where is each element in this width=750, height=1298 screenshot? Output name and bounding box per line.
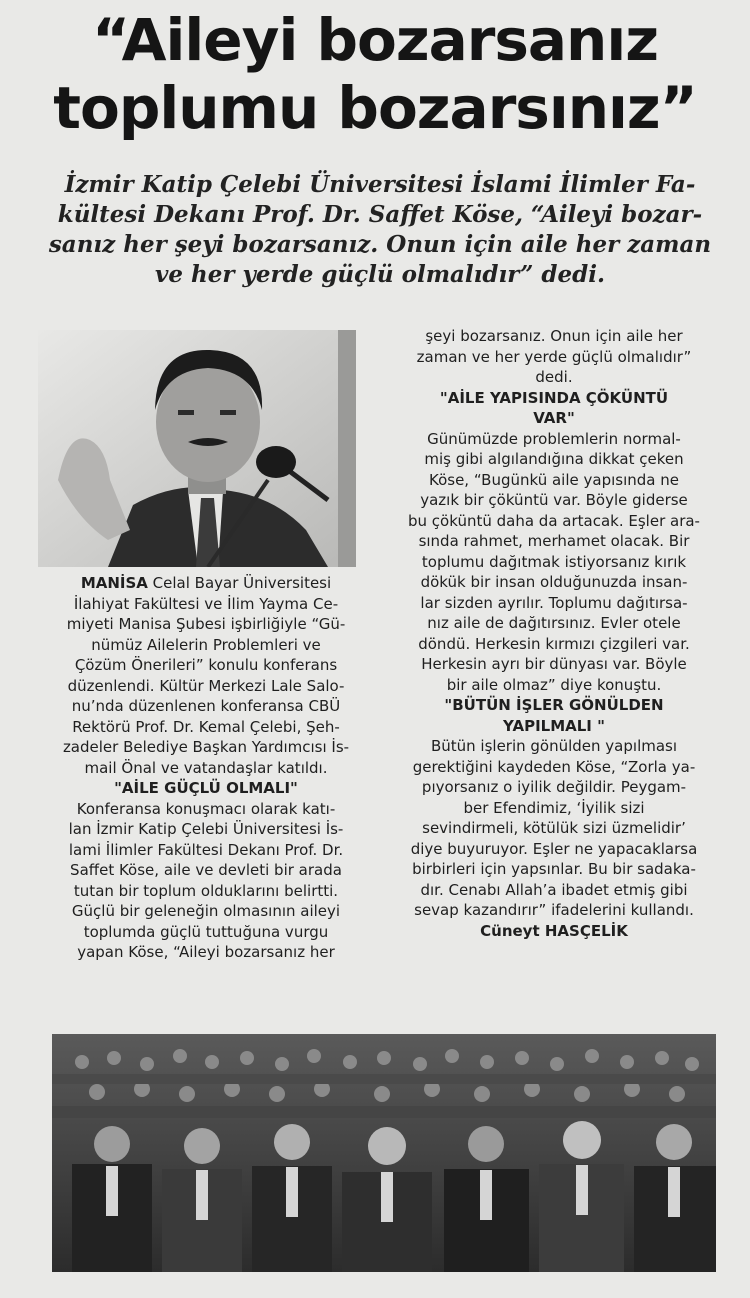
- body-line: düzenlendi. Kültür Merkezi Lale Salo-: [67, 676, 345, 695]
- headline-line-1: “Aileyi bozarsanız: [92, 6, 658, 74]
- subheading: "BÜTÜN İŞLER GÖNÜLDEN: [444, 696, 664, 714]
- body-line: Konferansa konuşmacı olarak katı-: [76, 799, 336, 818]
- deck-line: ve her yerde güçlü olmalıdır” dedi.: [155, 261, 605, 288]
- body-line: yapan Köse, “Aileyi bozarsanız her: [77, 943, 335, 961]
- body-line: lar sizden ayrılır. Toplumu dağıtırsa-: [420, 593, 688, 612]
- body-line: miyeti Manisa Şubesi işbirliğiyle “Gü-: [66, 615, 346, 633]
- body-line: birbirleri için yapsınlar. Bu bir sadaka-: [412, 860, 696, 878]
- body-line: gerektiğini kaydeden Köse, “Zorla ya-: [412, 757, 696, 776]
- deck-line: kültesi Dekanı Prof. Dr. Saffet Köse, “Aileyi bozar-: [57, 201, 703, 228]
- body-line: nu’nda düzenlenen konferansa CBÜ: [71, 697, 341, 715]
- body-line: ber Efendimiz, ‘İyilik sizi: [463, 798, 645, 817]
- body-line: Rektörü Prof. Dr. Kemal Çelebi, Şeh-: [72, 717, 340, 736]
- body-line: mail Önal ve vatandaşlar katıldı.: [84, 758, 328, 777]
- article-column-2: [380, 326, 728, 941]
- deck-line: sanız her şeyi bozarsanız. Onun için aile her zaman: [48, 231, 712, 258]
- body-line: şeyi bozarsanız. Onun için aile her: [425, 327, 683, 345]
- body-line: diye buyuruyor. Eşler ne yapacaklarsa: [410, 839, 698, 858]
- audience-photo: [52, 1034, 716, 1272]
- body-line: bu çöküntü daha da artacak. Eşler ara-: [408, 511, 700, 530]
- subheading: VAR": [533, 409, 575, 427]
- body-line: Herkesin ayrı bir dünyası var. Böyle: [421, 655, 687, 673]
- audience-illustration: [52, 1034, 716, 1272]
- deck-summary: [30, 170, 730, 290]
- speaker-illustration: [38, 330, 356, 567]
- body-line: Bütün işlerin gönülden yapılması: [430, 737, 678, 755]
- headline: [0, 6, 750, 142]
- body-line: Günümüzde problemlerin normal-: [427, 429, 681, 448]
- dateline-paragraph: [48, 573, 364, 594]
- body-line: pıyorsanız o iyilik değildir. Peygam-: [421, 778, 687, 796]
- body-line: lan İzmir Katip Çelebi Üniversitesi İs-: [68, 820, 344, 838]
- body-line: tutan bir toplum olduklarını belirtti.: [73, 881, 339, 900]
- body-line: Celal Bayar Üniversitesi: [147, 574, 332, 592]
- body-line: toplumu dağıtmak istiyorsanız kırık: [421, 552, 687, 571]
- body-line: bir aile olmaz” diye konuştu.: [446, 675, 662, 694]
- body-line: sında rahmet, merhamet olacak. Bir: [418, 532, 690, 550]
- body-line: Saffet Köse, aile ve devleti bir arada: [70, 861, 342, 879]
- body-line: nümüz Ailelerin Problemleri ve: [91, 635, 321, 654]
- body-line: dökük bir insan olduğunuzda insan-: [420, 573, 688, 591]
- body-line: döndü. Herkesin kırmızı çizgileri var.: [418, 634, 690, 653]
- body-line: sevap kazandırır” ifadelerini kullandı.: [414, 901, 694, 919]
- body-line: zaman ve her yerde güçlü olmalıdır”: [416, 347, 692, 366]
- body-line: Köse, “Bugünkü aile yapısında ne: [429, 470, 679, 489]
- speaker-photo: [38, 330, 356, 567]
- body-line: sevindirmeli, kötülük sizi üzmelidir’: [422, 819, 686, 837]
- subheading: "AİLE YAPISINDA ÇÖKÜNTÜ: [439, 388, 669, 407]
- article-column-1: [48, 573, 364, 963]
- subheading: YAPILMALI ": [503, 716, 605, 735]
- body-line: Güçlü bir geleneğin olmasının aileyi: [71, 902, 341, 920]
- body-line: zadeler Belediye Başkan Yardımcısı İs-: [62, 738, 350, 756]
- subheading: "AİLE GÜÇLÜ OLMALI": [114, 779, 298, 797]
- deck-line: İzmir Katip Çelebi Üniversitesi İslami İlimler Fa-: [64, 171, 696, 198]
- byline: Cüneyt HASÇELİK: [480, 921, 628, 940]
- body-line: yazık bir çöküntü var. Böyle giderse: [420, 491, 688, 509]
- body-line: nız aile de dağıtırsınız. Evler otele: [427, 614, 681, 632]
- body-line: toplumda güçlü tuttuğuna vurgu: [83, 922, 329, 941]
- body-line: dedi.: [535, 368, 573, 386]
- body-line: Çözüm Önerileri” konulu konferans: [74, 656, 338, 674]
- body-line: İlahiyat Fakültesi ve İlim Yayma Ce-: [73, 594, 339, 613]
- headline-line-2: toplumu bozarsınız”: [53, 74, 697, 142]
- body-line: dır. Cenabı Allah’a ibadet etmiş gibi: [420, 880, 688, 899]
- dateline: MANİSA: [80, 574, 148, 592]
- body-line: lami İlimler Fakültesi Dekanı Prof. Dr.: [68, 840, 344, 859]
- body-line: miş gibi algılandığına dikkat çeken: [424, 450, 684, 468]
